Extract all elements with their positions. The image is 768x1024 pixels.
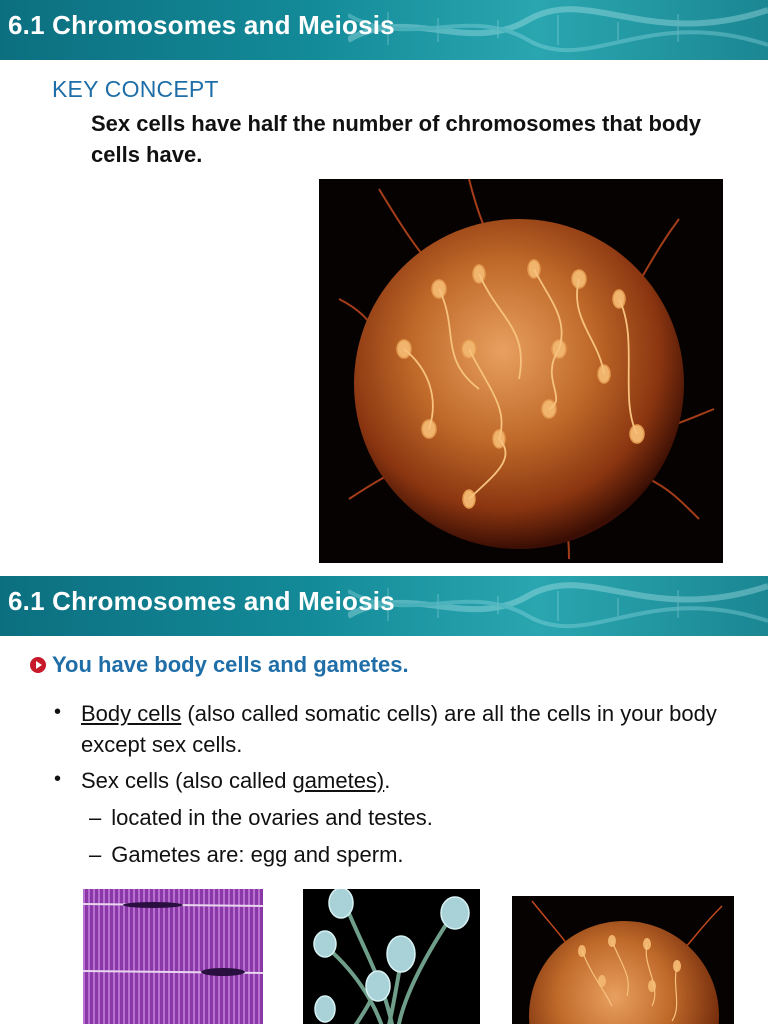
term-gametes: gametes) bbox=[292, 768, 385, 793]
sub-bullet-location-text: located in the ovaries and testes. bbox=[111, 805, 433, 830]
dna-decoration-icon bbox=[348, 0, 768, 60]
bullet-body-cells bbox=[54, 698, 764, 760]
dash-bullet-icon: – bbox=[89, 805, 102, 830]
section-heading bbox=[30, 652, 409, 678]
sex-cells-lead: Sex cells (also called bbox=[81, 768, 293, 793]
muscle-cell-photo bbox=[83, 889, 263, 1024]
slide-title: 6.1 Chromosomes and Meiosis bbox=[8, 10, 395, 40]
key-concept-text: Sex cells have half the number of chromosomes that body cells have. bbox=[91, 111, 702, 167]
slide-title: 6.1 Chromosomes and Meiosis bbox=[8, 586, 395, 616]
egg-cell-image bbox=[319, 179, 723, 563]
egg-cell-photo bbox=[512, 896, 734, 1024]
slide-2 bbox=[0, 576, 768, 1024]
arrow-bullet-icon bbox=[30, 657, 46, 673]
bullet-dot-icon: • bbox=[54, 701, 62, 723]
sub-bullet-gametes-text: Gametes are: egg and sperm. bbox=[111, 842, 404, 867]
muscle-tissue-image bbox=[83, 889, 263, 1024]
dna-decoration-icon bbox=[348, 576, 768, 636]
dash-bullet-icon: – bbox=[89, 842, 102, 867]
sperm-cells-photo bbox=[303, 889, 480, 1024]
egg-with-sperm-photo bbox=[319, 179, 723, 563]
sub-bullet-gametes bbox=[89, 839, 404, 870]
section-heading-text: You have body cells and gametes. bbox=[52, 652, 409, 677]
title-bar bbox=[0, 0, 768, 60]
egg-thumbnail-image bbox=[512, 896, 734, 1024]
term-body-cells: Body cells bbox=[81, 701, 182, 726]
key-concept-label: KEY CONCEPT bbox=[52, 76, 219, 102]
sex-cells-end: . bbox=[384, 768, 391, 793]
sperm-image bbox=[303, 889, 480, 1024]
sub-bullet-location bbox=[89, 802, 433, 833]
bullet-sex-cells bbox=[54, 765, 764, 796]
body-cells-definition: (also called somatic cells) are all the cells in your body except sex cells. bbox=[81, 701, 717, 757]
bullet-dot-icon: • bbox=[54, 768, 62, 790]
title-bar bbox=[0, 576, 768, 636]
